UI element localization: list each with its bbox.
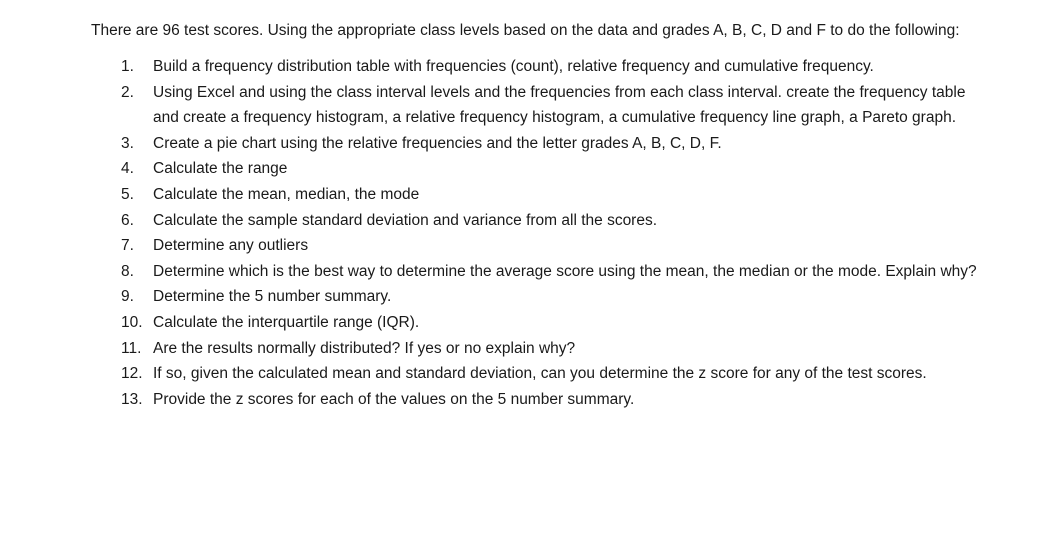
list-item-number: 7. <box>121 237 134 255</box>
task-list <box>91 54 981 412</box>
list-item <box>121 156 981 182</box>
list-item-text: Using Excel and using the class interval levels and the frequencies from each class interval. create the frequency table and create a frequency histogram, a relative frequency histogram, a cumulative frequency line graph, a Pareto graph. <box>153 83 966 127</box>
list-item-number: 2. <box>121 83 134 101</box>
list-item-number: 12. <box>121 365 143 383</box>
list-item-text: Determine any outliers <box>153 237 309 255</box>
list-item <box>121 233 981 259</box>
document-body <box>91 18 1011 412</box>
list-item-text: Calculate the sample standard deviation and variance from all the scores. <box>153 211 658 229</box>
list-item <box>121 182 981 208</box>
list-item-text: If so, given the calculated mean and standard deviation, can you determine the z score for any of the test scores. <box>153 365 927 383</box>
list-item <box>121 259 981 285</box>
list-item-text: Create a pie chart using the relative frequencies and the letter grades A, B, C, D, F. <box>153 134 722 152</box>
list-item-number: 1. <box>121 58 134 75</box>
list-item-text: Calculate the interquartile range (IQR). <box>153 313 420 331</box>
list-item <box>121 387 981 413</box>
list-item <box>121 284 981 310</box>
list-item-number: 8. <box>121 262 134 280</box>
list-item-number: 10. <box>121 313 143 331</box>
list-item-text: Calculate the mean, median, the mode <box>153 185 420 203</box>
list-item-number: 6. <box>121 211 134 229</box>
list-item <box>121 131 981 157</box>
list-item-number: 3. <box>121 134 134 152</box>
intro-paragraph: There are 96 test scores. Using the appropriate class levels based on the data and grades A, B, C, D and F to do the following: <box>91 22 960 39</box>
list-item-number: 11. <box>121 339 142 357</box>
list-item-number: 5. <box>121 185 134 203</box>
list-item <box>121 54 981 80</box>
list-item-text: Determine which is the best way to determine the average score using the mean, the median or the mode. Explain why? <box>153 262 977 280</box>
list-item <box>121 336 981 362</box>
list-item-number: 9. <box>121 288 134 306</box>
list-item-number: 4. <box>121 160 134 178</box>
list-item-text: Determine the 5 number summary. <box>153 288 392 306</box>
list-item-text: Provide the z scores for each of the values on the 5 number summary. <box>153 390 635 408</box>
list-item-text: Calculate the range <box>153 160 288 178</box>
list-item-number: 13. <box>121 390 143 408</box>
list-item <box>121 80 981 131</box>
list-item <box>121 208 981 234</box>
list-item <box>121 361 981 387</box>
list-item <box>121 310 981 336</box>
list-item-text: Build a frequency distribution table with frequencies (count), relative frequency and cumulative frequency. <box>153 58 874 75</box>
list-item-text: Are the results normally distributed? If yes or no explain why? <box>153 339 576 357</box>
